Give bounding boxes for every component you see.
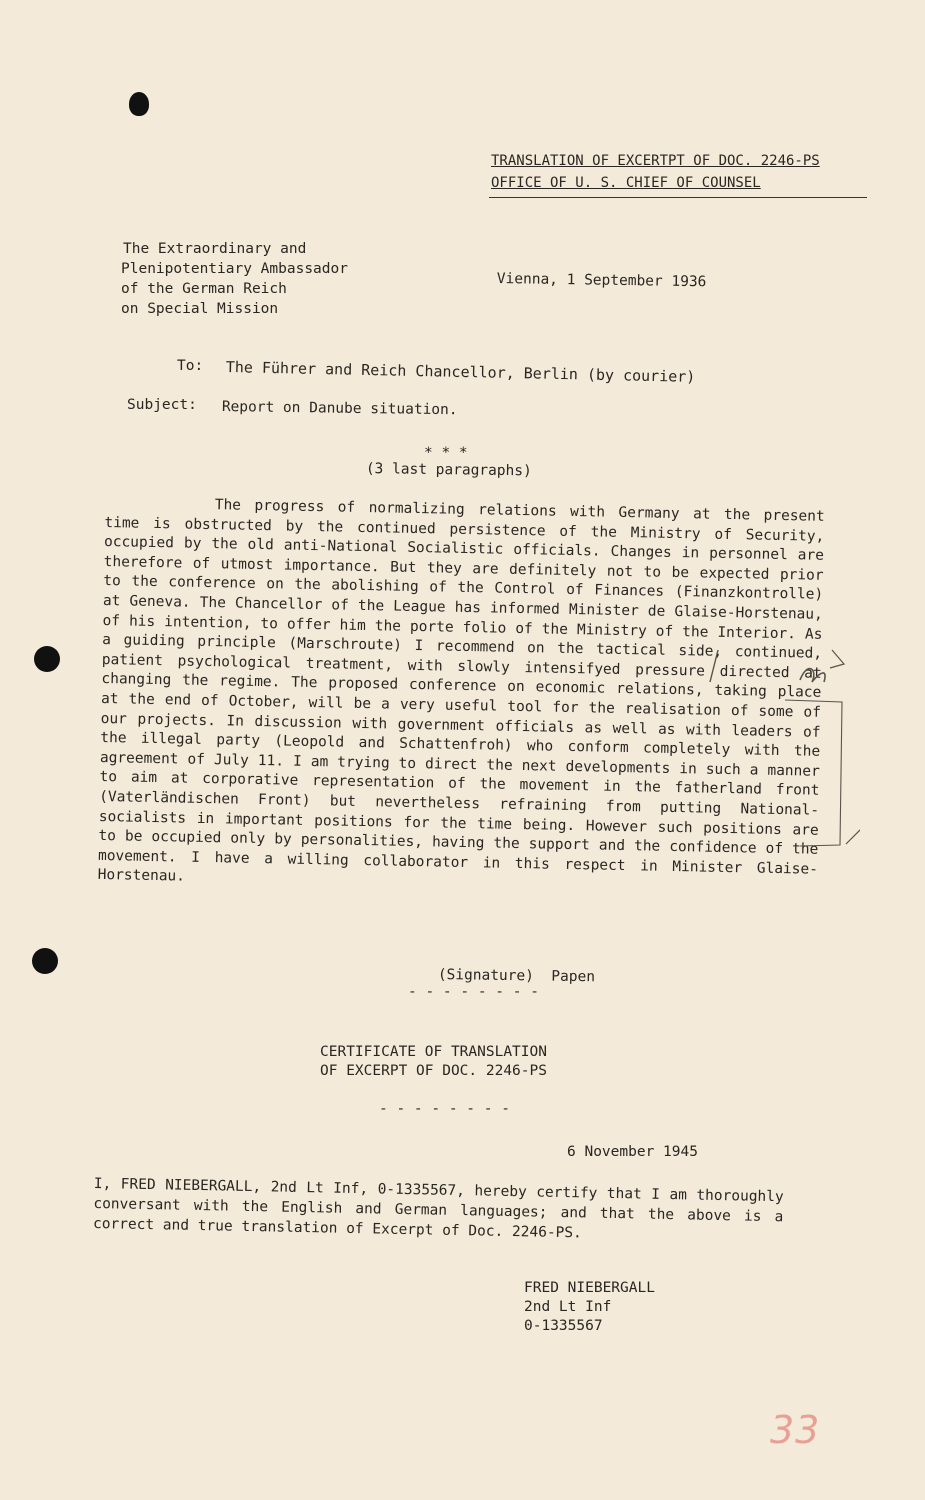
subject-label: Subject: xyxy=(127,397,197,413)
dash-separator-2: - - - - - - - - xyxy=(379,1101,510,1117)
punch-hole-middle xyxy=(34,646,60,672)
signer-rank: 2nd Lt Inf xyxy=(524,1299,612,1315)
signature-line: (Signature) Papen xyxy=(437,966,596,986)
sender-line-3: of the German Reich xyxy=(121,281,287,297)
header-office: OFFICE OF U. S. CHIEF OF COUNSEL xyxy=(491,175,761,191)
dash-separator-1: - - - - - - - - xyxy=(408,984,539,1000)
certificate-title-1: CERTIFICATE OF TRANSLATION xyxy=(320,1044,547,1060)
place-date: Vienna, 1 September 1936 xyxy=(496,270,707,291)
to-value: The Führer and Reich Chancellor, Berlin (by courier) xyxy=(225,358,696,386)
body-text: The progress of normalizing relations with Germany at the present time is obstructed by the continued persistence of the Ministry of Security, occupied by the old anti-National Socialistic officials. Changes in personnel are therefore of utmost importance. But they are definitely not to be expected prior to the conference on the abolishing of the Control of Finances (Finanzkontrolle) at Geneva. The Chancellor of the League has informed Minister de Glaise-Horstenau, of his intention, to offer him the porte folio of the Ministry of the Interior. As a guiding principle (Marschroute) I recommend on the tactical side, continued, patient psychological treatment, with slowly intensifyed pressure directed at changing the regime. The proposed conference on economic relations, taking place at the end of October, will be a very useful tool for the realisation of some of our projects. In discussion with government officials as well as with leaders of the illegal party (Leopold and Schattenfroh) who conform completely with the agreement of July 11. I am trying to direct the next developments in such a manner to aim at corporative representation of the movement in the fatherland front (Vaterländischen Front) but nevertheless refraining from putting National-socialists in important positions for the time being. However such positions are to be occupied only by personalities, having the support and the confidence of the movement. I have a willing collaborator in this respect in Minister Glaise-Horstenau. xyxy=(97,497,825,885)
certificate-date: 6 November 1945 xyxy=(567,1144,698,1160)
page-number: 33 xyxy=(770,1408,821,1452)
signer-name: FRED NIEBERGALL xyxy=(524,1280,655,1296)
certificate-title-2: OF EXCERPT OF DOC. 2246-PS xyxy=(320,1063,547,1079)
sender-line-2: Plenipotentiary Ambassador xyxy=(121,261,348,277)
punch-hole-bottom xyxy=(32,948,58,974)
separator-stars: * * * xyxy=(424,445,468,461)
to-label: To: xyxy=(177,358,204,374)
punch-hole-top xyxy=(129,92,149,116)
signer-serial: 0-1335567 xyxy=(524,1318,603,1334)
sender-line-1: The Extraordinary and xyxy=(123,241,307,257)
sender-line-4: on Special Mission xyxy=(121,301,279,317)
header-title: TRANSLATION OF EXCERTPT OF DOC. 2246-PS xyxy=(491,153,820,169)
margin-annotation-marks xyxy=(700,620,860,860)
header-rule xyxy=(489,197,867,198)
certificate-text: I, FRED NIEBERGALL, 2nd Lt Inf, 0-1335567, hereby certify that I am thoroughly conversant with the English and German languages; and that the above is a correct and true translation of Excerpt of Doc. 2246-PS. xyxy=(92,1175,784,1242)
subject-value: Report on Danube situation. xyxy=(221,398,458,419)
excerpt-note: (3 last paragraphs) xyxy=(365,460,532,480)
